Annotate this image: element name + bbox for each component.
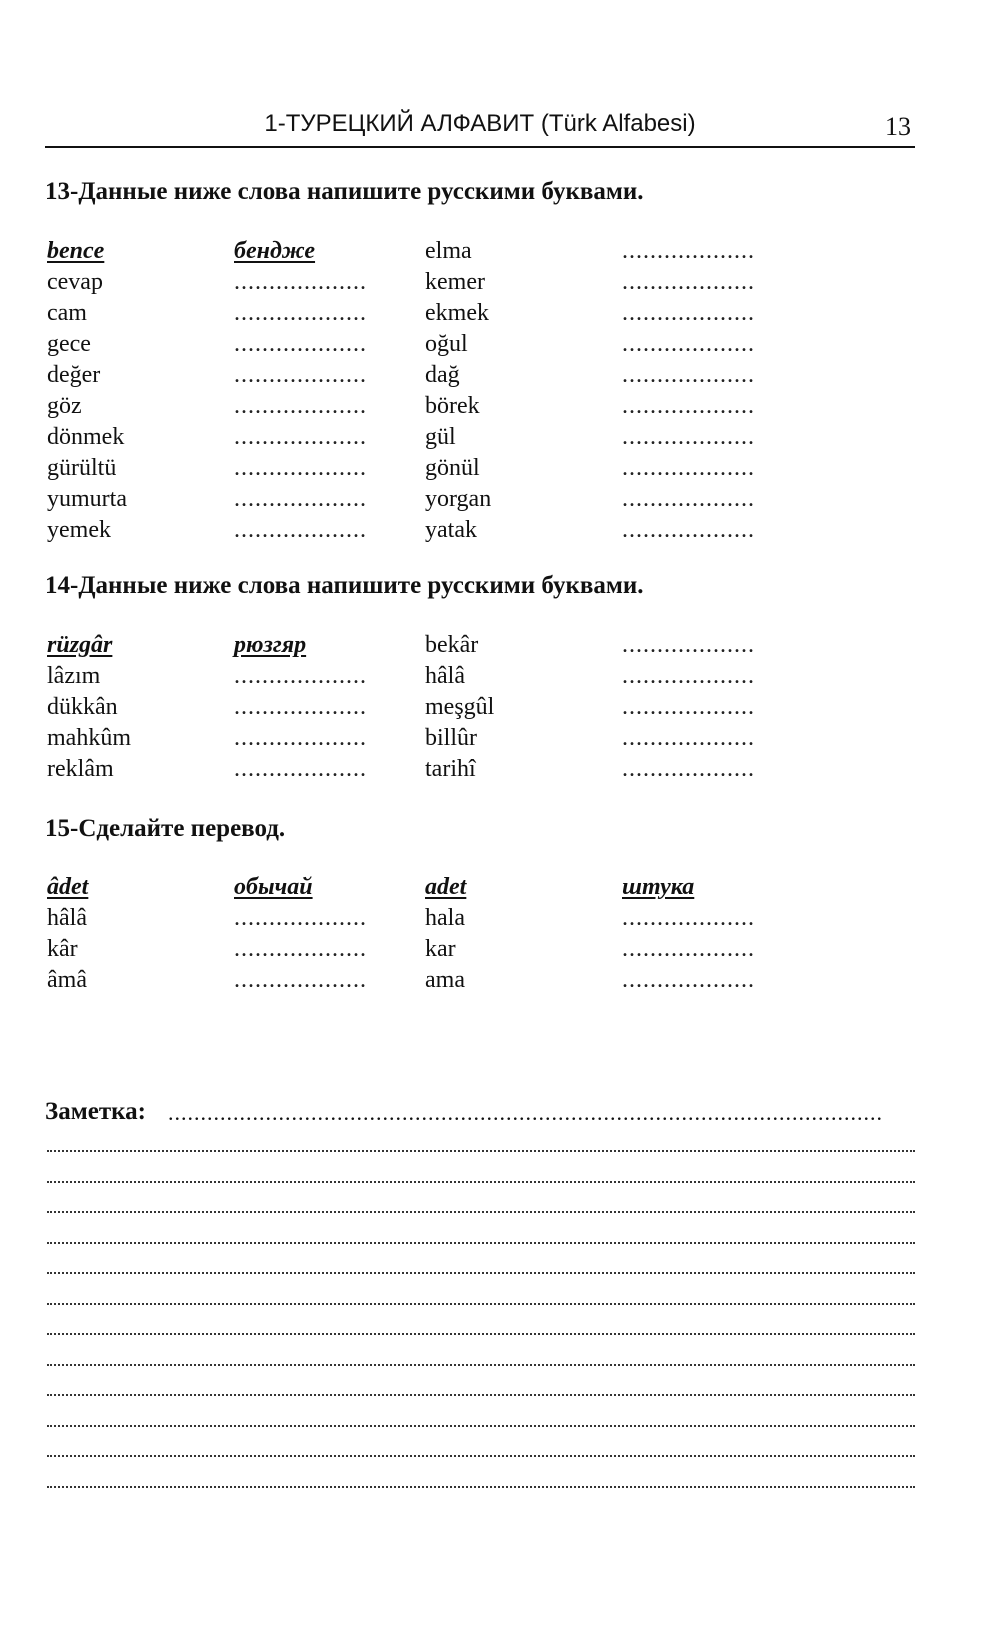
- answer-blank: ...................: [234, 936, 367, 962]
- source-word: hâlâ: [47, 905, 87, 931]
- source-word: gül: [425, 424, 456, 450]
- note-line: [47, 1423, 915, 1427]
- source-word: gece: [47, 331, 91, 357]
- answer-blank: ...................: [234, 331, 367, 357]
- source-word: bence: [47, 238, 105, 264]
- page-number: 13: [885, 112, 911, 141]
- answer-blank: ...................: [234, 905, 367, 931]
- example-answer: бендже: [234, 238, 316, 264]
- answer-blank: ...................: [622, 269, 755, 295]
- source-word: meşgûl: [425, 694, 495, 720]
- answer-blank: ...................: [622, 300, 755, 326]
- note-line: [47, 1484, 915, 1488]
- source-word: billûr: [425, 725, 477, 751]
- source-word: yumurta: [47, 486, 127, 512]
- source-word: kâr: [47, 936, 78, 962]
- answer-blank: ...................: [622, 694, 755, 720]
- answer-blank: ...................: [234, 967, 367, 993]
- table-row: [0, 391, 1000, 422]
- source-word: börek: [425, 393, 480, 419]
- example-answer: обычай: [234, 874, 313, 900]
- exercise-14-title: 14-Данные ниже слова напишите русскими буквами.: [45, 572, 644, 599]
- answer-blank: ...................: [622, 238, 755, 264]
- source-word: kar: [425, 936, 456, 962]
- source-word: âdet: [47, 874, 89, 900]
- answer-blank: ...................: [622, 393, 755, 419]
- answer-blank: ...................: [622, 725, 755, 751]
- table-row: [0, 484, 1000, 515]
- exercise-15-title: 15-Сделайте перевод.: [45, 815, 286, 842]
- source-word: elma: [425, 238, 472, 264]
- note-line: [47, 1301, 915, 1305]
- example-answer: рюзгяр: [234, 632, 307, 658]
- table-row: [0, 934, 1000, 965]
- source-word: kemer: [425, 269, 485, 295]
- exercise-13-title: 13-Данные ниже слова напишите русскими буквами.: [45, 178, 644, 205]
- table-row: [0, 965, 1000, 996]
- table-row: [0, 360, 1000, 391]
- source-word: hâlâ: [425, 663, 465, 689]
- example-answer: штука: [622, 874, 695, 900]
- source-word: yemek: [47, 517, 111, 543]
- answer-blank: ...................: [234, 694, 367, 720]
- table-row: [0, 903, 1000, 934]
- table-row: [0, 298, 1000, 329]
- table-row: [0, 754, 1000, 785]
- table-row: [0, 723, 1000, 754]
- source-word: bekâr: [425, 632, 479, 658]
- source-word: lâzım: [47, 663, 101, 689]
- source-word: gürültü: [47, 455, 117, 481]
- answer-blank: ...................: [622, 905, 755, 931]
- note-line: [47, 1240, 915, 1244]
- note-line: [47, 1392, 915, 1396]
- source-word: cevap: [47, 269, 103, 295]
- answer-blank: ...................: [234, 424, 367, 450]
- source-word: dönmek: [47, 424, 125, 450]
- answer-blank: ...................: [622, 517, 755, 543]
- answer-blank: ...................: [622, 455, 755, 481]
- table-row: [0, 422, 1000, 453]
- source-word: reklâm: [47, 756, 114, 782]
- table-row: [0, 630, 1000, 661]
- source-word: yatak: [425, 517, 477, 543]
- table-row: [0, 515, 1000, 546]
- table-row: [0, 236, 1000, 267]
- answer-blank: ...................: [622, 486, 755, 512]
- answer-blank: ...................: [622, 663, 755, 689]
- source-word: cam: [47, 300, 87, 326]
- note-line: [47, 1331, 915, 1335]
- note-line: [47, 1270, 915, 1274]
- answer-blank: ...................: [234, 300, 367, 326]
- source-word: rüzgâr: [47, 632, 113, 658]
- table-row: [0, 872, 1000, 903]
- source-word: ekmek: [425, 300, 489, 326]
- note-first-line: ..............................................................................................................: [168, 1100, 883, 1125]
- source-word: göz: [47, 393, 82, 419]
- source-word: ama: [425, 967, 465, 993]
- source-word: gönül: [425, 455, 480, 481]
- source-word: hala: [425, 905, 465, 931]
- source-word: tarihî: [425, 756, 476, 782]
- answer-blank: ...................: [234, 362, 367, 388]
- answer-blank: ...................: [622, 756, 755, 782]
- table-row: [0, 329, 1000, 360]
- page-header: [45, 106, 915, 148]
- answer-blank: ...................: [234, 393, 367, 419]
- source-word: değer: [47, 362, 101, 388]
- note-line: [47, 1209, 915, 1213]
- answer-blank: ...................: [234, 486, 367, 512]
- answer-blank: ...................: [622, 424, 755, 450]
- note-line: [47, 1179, 915, 1183]
- answer-blank: ...................: [234, 663, 367, 689]
- source-word: adet: [425, 874, 467, 900]
- source-word: yorgan: [425, 486, 492, 512]
- note-line: [47, 1148, 915, 1152]
- source-word: oğul: [425, 331, 468, 357]
- table-row: [0, 692, 1000, 723]
- chapter-title: 1-ТУРЕЦКИЙ АЛФАВИТ (Türk Alfabesi): [264, 110, 696, 137]
- answer-blank: ...................: [622, 331, 755, 357]
- answer-blank: ...................: [234, 725, 367, 751]
- note-label: Заметка:: [45, 1098, 146, 1125]
- note-line: [47, 1453, 915, 1457]
- note-line: [47, 1362, 915, 1366]
- answer-blank: ...................: [622, 632, 755, 658]
- answer-blank: ...................: [234, 455, 367, 481]
- answer-blank: ...................: [234, 756, 367, 782]
- answer-blank: ...................: [234, 269, 367, 295]
- source-word: âmâ: [47, 967, 87, 993]
- source-word: dükkân: [47, 694, 118, 720]
- table-row: [0, 661, 1000, 692]
- answer-blank: ...................: [622, 936, 755, 962]
- table-row: [0, 453, 1000, 484]
- answer-blank: ...................: [622, 967, 755, 993]
- answer-blank: ...................: [622, 362, 755, 388]
- table-row: [0, 267, 1000, 298]
- source-word: mahkûm: [47, 725, 131, 751]
- answer-blank: ...................: [234, 517, 367, 543]
- source-word: dağ: [425, 362, 460, 388]
